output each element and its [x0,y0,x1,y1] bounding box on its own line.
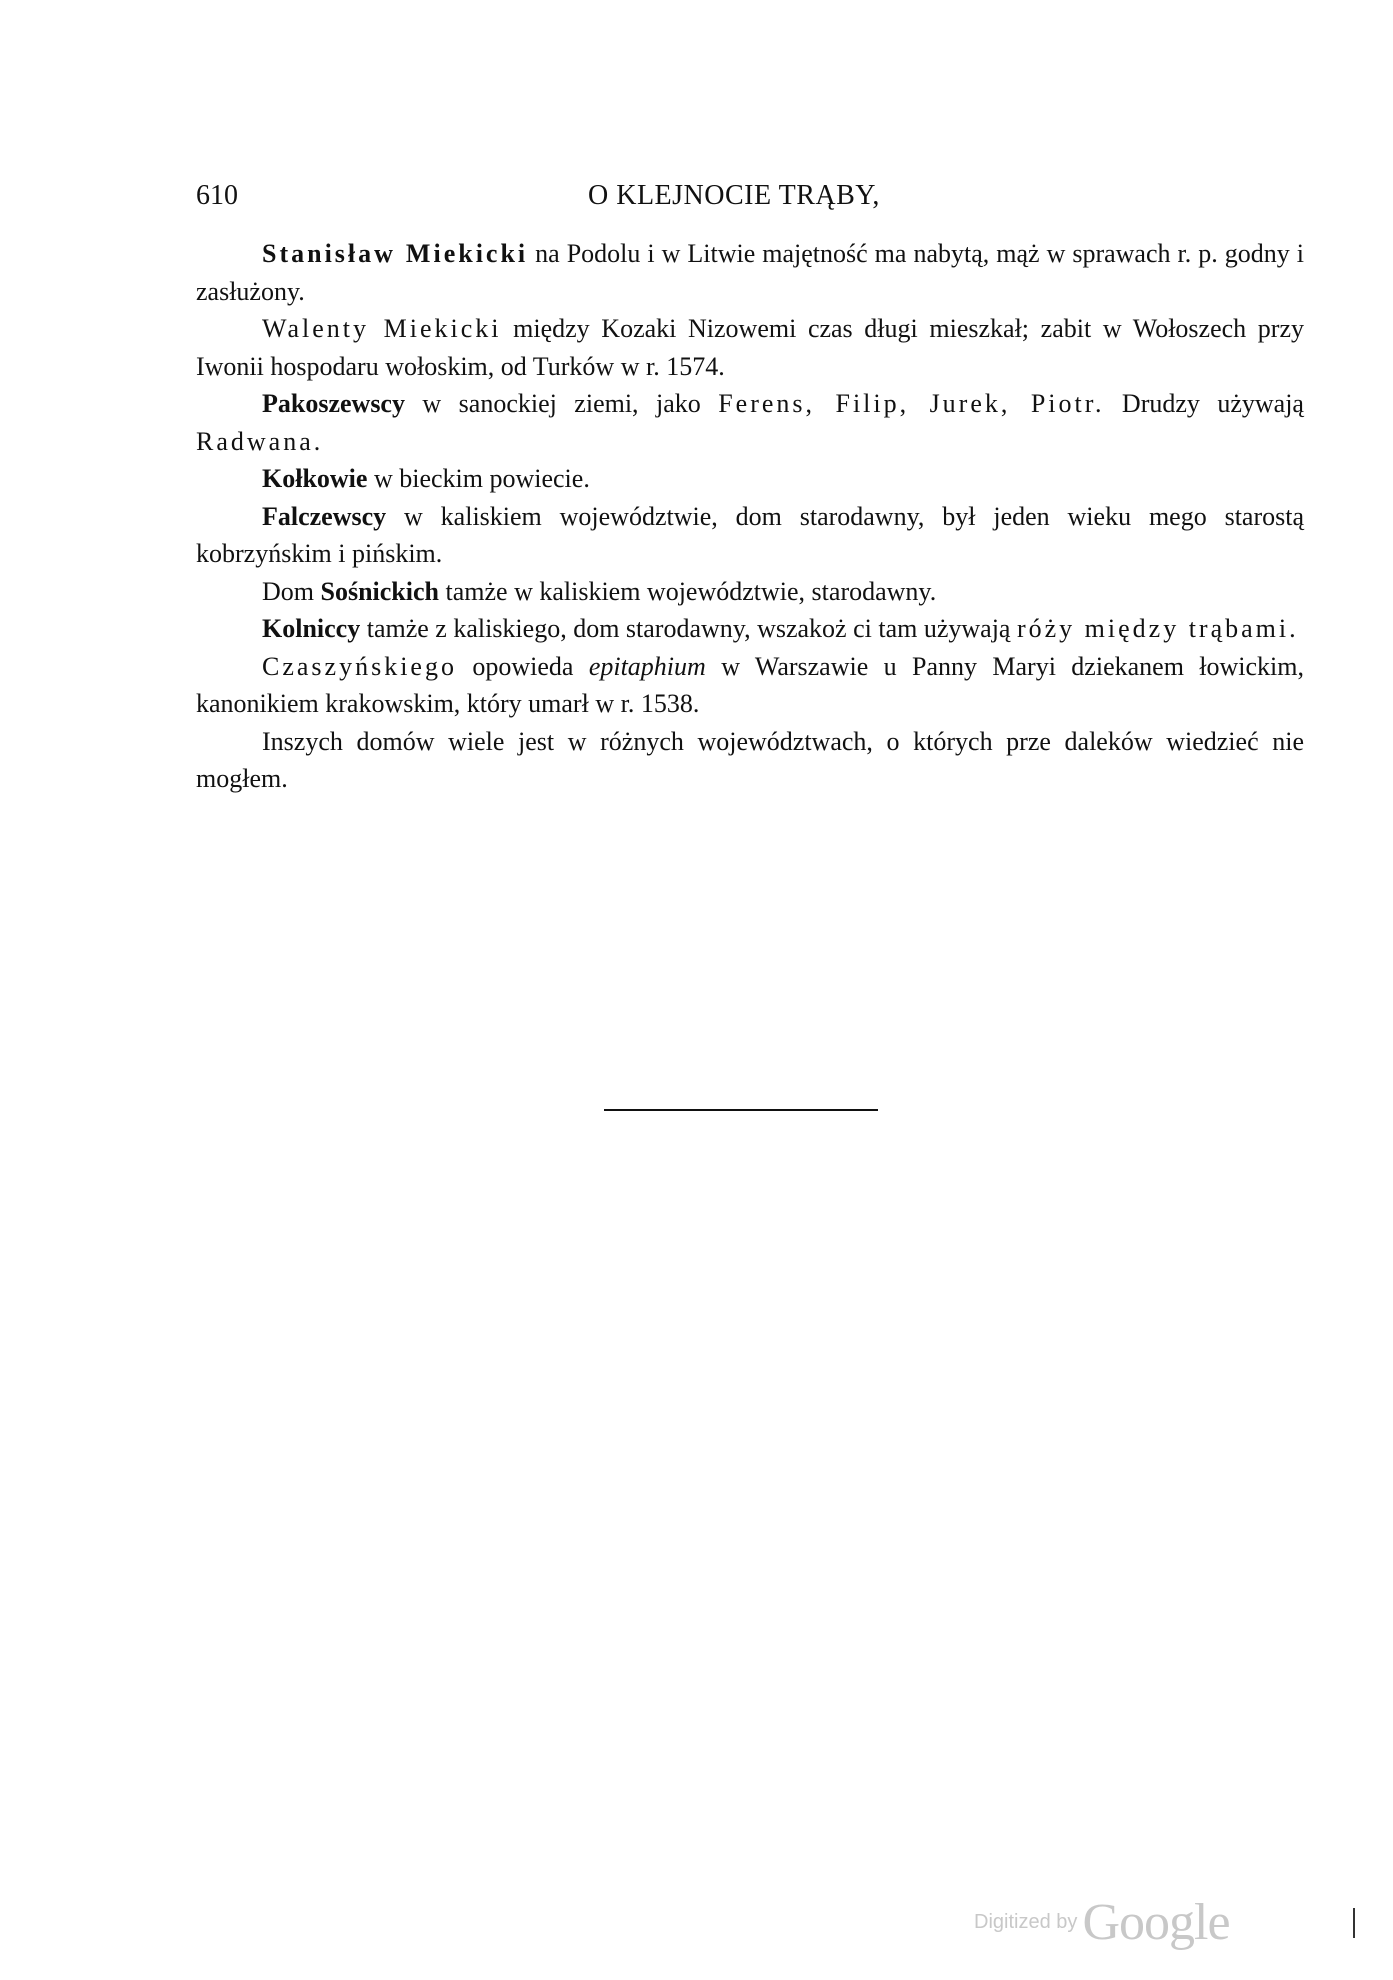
family-name: Kolniccy [262,614,361,643]
paragraph-text: w sanockiej ziemi, jako [404,389,719,418]
paragraph-text: opowieda [456,651,589,681]
paragraph-kolniccy [196,610,1304,648]
paragraph-kolkowie [196,460,1304,498]
page-header [196,180,1306,220]
person-name: Stanisław Miekicki [262,239,529,268]
paragraph-text: w bieckim powiecie. [367,464,590,493]
family-name: Falczewscy [262,501,387,531]
paragraph-pakoszewscy [196,385,1304,460]
coat-of-arms-name: Radwana. [196,426,324,456]
paragraph-czaszynski [196,648,1304,723]
paragraph-text: na Podolu i w Litwie majętność ma nabytą, mąż w sprawach r. p. godny i zasłużony. [196,239,1304,306]
paragraph-other-houses [196,723,1304,798]
person-name: Czaszyńskiego [262,651,457,681]
family-name: Sośnickich [320,576,439,606]
paragraph-miekicki-walenty [196,310,1304,385]
page-number: 610 [196,180,238,211]
paragraph-miekicki-stanislaw [196,235,1304,310]
family-name: Kołkowie [262,464,368,493]
paragraph-falczewscy [196,498,1304,573]
latin-term: epitaphium [588,651,706,681]
section-end-rule [604,1109,878,1111]
emphasized-text: róży między trąbami. [1016,614,1299,643]
paragraph-text: między Kozaki Nizowemi czas długi mieszkał; zabit w Wołoszech przy Iwonii hospodaru wołoskim, od Turków w r. 1574. [196,314,1305,381]
google-logo: Google [1082,1894,1230,1951]
body-text [196,235,1304,798]
paragraph-sosniccy [196,573,1304,611]
person-name: Walenty Miekicki [262,314,502,343]
paragraph-text: tamże w kaliskiem województwie, starodawny. [439,576,937,606]
watermark-prefix: Digitized by [974,1911,1078,1933]
paragraph-text: w Warszawie u Panny Maryi dziekanem łowickim, kanonikiem krakowskim, który umarł w r. 1538. [196,651,1304,718]
paragraph-text: w kaliskiem województwie, dom starodawny, był jeden wieku mego starostą kobrzyńskim i pińskim. [196,501,1304,568]
family-name: Pakoszewscy [262,389,405,418]
running-head: O KLEJNOCIE TRĄBY, [588,180,880,211]
scan-edge-mark [1353,1908,1355,1938]
digitized-watermark [974,1893,1230,1953]
given-names: Ferens, Filip, Jurek, Piotr. [718,389,1105,418]
paragraph-text: Dom [262,576,321,606]
paragraph-text: Inszych domów wiele jest w różnych województwach, o których prze daleków wiedzieć nie mogłem. [196,726,1304,793]
paragraph-text: tamże z kaliskiego, dom starodawny, wszakoż ci tam używają [360,614,1017,643]
paragraph-text: Drudzy używają [1104,389,1304,418]
